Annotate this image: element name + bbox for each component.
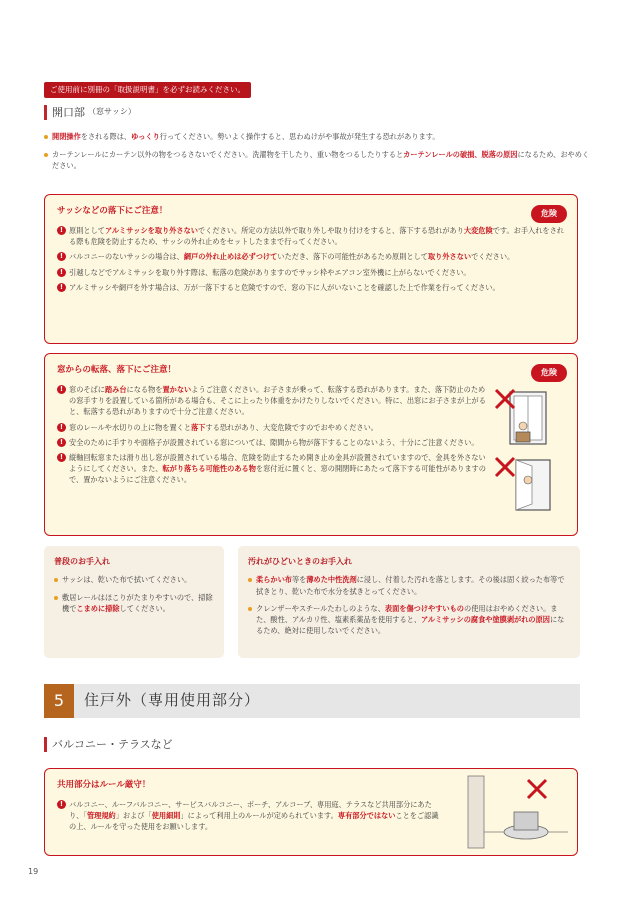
body-text: バルコニー、ルーフバルコニー、サービスバルコニー、ポーチ、アルコーブ、専用庭、テラスなど共用部分にあたり、「 xyxy=(69,800,432,821)
section-heading-balcony xyxy=(44,736,173,753)
body-text: クレンザーやスチールたわしのような、 xyxy=(256,603,385,613)
body-text: 」によって利用上のルールが定められています。 xyxy=(180,811,338,821)
section-bar xyxy=(44,105,47,120)
care-items xyxy=(54,574,214,613)
warning-title: 共用部分はルール厳守！ xyxy=(57,780,151,790)
warning-title: 窓からの転落、落下にご注意！ xyxy=(57,365,177,375)
emphasis-text: 薄めた中性洗剤 xyxy=(306,575,357,585)
balcony-illustration xyxy=(466,774,570,850)
warning-item xyxy=(57,282,565,293)
warning-item xyxy=(57,251,565,262)
body-text: サッシは、乾いた布で拭いてください。 xyxy=(62,575,192,585)
warning-exclamation-icon: ! xyxy=(57,268,66,277)
care-item xyxy=(54,574,214,585)
caution-bullets xyxy=(44,131,592,178)
body-text: 縦軸回転窓または滑り出し窓が設置されている場合、危険を防止するため開き止め金具が設置されていますので、金具を外さないようにしてください。また、 xyxy=(69,452,486,474)
body-text: してください。 xyxy=(119,603,170,613)
section-heading-openings xyxy=(44,104,136,121)
body-text: 行ってください。勢いよく操作すると、思わぬけがや事故が発生する恐れがあります。 xyxy=(159,132,440,141)
warning-item xyxy=(57,267,565,278)
chapter-title: 住戸外（専用使用部分） xyxy=(84,691,261,710)
warning-items xyxy=(57,225,565,293)
warning-box-sash-fall xyxy=(44,194,578,344)
care-items xyxy=(248,574,570,636)
warning-item xyxy=(57,225,565,247)
emphasis-text: 網戸の外れ止めは必ずつけて xyxy=(183,252,278,262)
body-text: です。お手入れをされる際も危険を防止するため、サッシの外れ止めをセットしたままで行ってください。 xyxy=(69,226,564,247)
body-text: 等を xyxy=(291,575,307,585)
warning-exclamation-icon: ! xyxy=(57,226,66,235)
open-window-icon xyxy=(516,460,550,510)
prohibited-x-icon xyxy=(528,780,546,798)
body-text: 原則として xyxy=(69,226,105,236)
warning-exclamation-icon: ! xyxy=(57,438,66,447)
body-text: ことをご認識の上、ルールを守った使用をお願いします。 xyxy=(69,811,439,832)
floor-item-icon xyxy=(504,812,548,839)
warning-items xyxy=(57,799,445,832)
body-text: 引越しなどでアルミサッシを取り外す際は、転落の危険がありますのでサッシ枠やエアコン室外機に上がらないでください。 xyxy=(69,267,471,277)
body-text: いただき、落下の可能性があるため原則として xyxy=(277,252,428,262)
body-text: でください。 xyxy=(471,252,515,262)
chapter-number: 5 xyxy=(44,684,74,718)
emphasis-text: ゆっくり xyxy=(131,132,160,141)
section-bar xyxy=(44,737,47,752)
emphasis-text: 取り外さない xyxy=(427,252,472,262)
body-text: 窓のレールや水切りの上に物を置くと xyxy=(69,422,192,432)
emphasis-text: 使用細則 xyxy=(151,811,181,821)
read-manual-notice: ご使用前に別冊の「取扱説明書」を必ずお読みください。 xyxy=(44,82,251,98)
window-fall-illustration xyxy=(492,384,558,516)
warning-exclamation-icon: ! xyxy=(57,453,66,462)
warning-item xyxy=(57,452,489,485)
section-title: 開口部 xyxy=(52,106,85,119)
emphasis-text: こまめに掃除 xyxy=(76,603,120,613)
emphasis-text: 転がり落ちる可能性のある物 xyxy=(162,464,256,474)
care-item xyxy=(248,603,570,636)
warning-title: サッシなどの落下にご注意！ xyxy=(57,206,168,216)
heavy-dirt-care-box xyxy=(238,546,580,658)
prohibited-x-icon xyxy=(496,458,514,476)
body-text: になる物を xyxy=(126,385,163,395)
body-text: をされる際は、 xyxy=(80,132,132,141)
body-text: 」および「 xyxy=(115,811,152,821)
body-text: カーテンレールにカーテン以外の物をつるさないでください。洗濯物を干したり、重い物をつるしたりすると xyxy=(52,150,404,160)
care-item xyxy=(248,574,570,596)
body-text: になるため、おやめください。 xyxy=(52,150,590,171)
warning-item xyxy=(57,384,489,417)
danger-badge: 危険 xyxy=(531,364,567,382)
caution-bullet xyxy=(44,149,592,171)
warning-exclamation-icon: ! xyxy=(57,385,66,394)
body-text: する恐れがあり、大変危険ですのでおやめください。 xyxy=(205,422,378,432)
emphasis-text: アルミサッシの腐食や塗膜剥がれの原因 xyxy=(421,614,550,624)
emphasis-text: アルミサッシを取り外さない xyxy=(104,226,198,236)
body-text: 敷居レールはほこりがたまりやすいので、掃除機で xyxy=(62,592,213,613)
care-title: 汚れがひどいときのお手入れ xyxy=(248,557,352,566)
caution-bullet xyxy=(44,131,592,142)
warning-item xyxy=(57,799,445,832)
daily-care-box xyxy=(44,546,224,658)
body-text: になるため、絶対に使用しないでください。 xyxy=(256,614,565,636)
emphasis-text: カーテンレールの破損、脱落の原因 xyxy=(403,150,518,160)
warning-item xyxy=(57,437,489,448)
body-text: に浸し、付着した汚れを落とします。その後は固く絞った布等で拭きとり、乾いた布で水分を拭きとってください。 xyxy=(256,575,565,596)
body-text: 窓のそばに xyxy=(69,385,105,395)
care-item xyxy=(54,592,214,614)
warning-exclamation-icon: ! xyxy=(57,423,66,432)
emphasis-text: 大変危険 xyxy=(463,226,493,236)
body-text: 安全のために手すりや面格子が設置されている窓については、隙間から物が落下することのないよう、十分にご注意ください。 xyxy=(69,437,479,447)
warning-item xyxy=(57,422,489,433)
danger-badge: 危険 xyxy=(531,205,567,223)
body-text: ようご注意ください。お子さまが乗って、転落する恐れがあります。また、落下防止のための窓手すりを設置している箇所がある場合も、そこに上ったり体重をかけたりしないでください。特に、出窓にお子さまが上がると、転落する恐れがありますので十分ご注意ください。 xyxy=(69,385,486,417)
warning-exclamation-icon: ! xyxy=(57,800,66,809)
chapter-heading xyxy=(44,684,580,718)
emphasis-text: 置かない xyxy=(162,385,192,395)
body-text: の使用はおやめください。また、酸性、アルカリ性、塩素系薬品を使用すると、 xyxy=(256,603,558,624)
emphasis-text: 専有部分ではない xyxy=(337,811,396,821)
section-title: バルコニー・テラスなど xyxy=(52,738,173,751)
body-text: バルコニーのないサッシの場合は、 xyxy=(69,252,184,262)
warning-exclamation-icon: ! xyxy=(57,252,66,261)
body-text: アルミサッシや網戸を外す場合は、万が一落下すると危険ですので、窓の下に人がいないことを確認した上で作業を行ってください。 xyxy=(69,282,500,292)
warning-items xyxy=(57,384,489,485)
emphasis-text: 開閉操作 xyxy=(52,132,81,141)
warning-exclamation-icon: ! xyxy=(57,283,66,292)
section-subtitle: （窓サッシ） xyxy=(88,107,136,117)
care-title: 普段のお手入れ xyxy=(54,557,110,566)
body-text: を窓付近に置くと、窓の開閉時にあたって落下する可能性がありますので、置かないようにご注意ください。 xyxy=(69,464,486,485)
emphasis-text: 柔らかい布 xyxy=(256,575,292,585)
page-number: 19 xyxy=(28,867,39,876)
emphasis-text: 表面を傷つけやすいもの xyxy=(384,603,464,613)
body-text: でください。所定の方法以外で取り外しや取り付けをすると、落下する恐れがあり xyxy=(197,226,464,236)
emphasis-text: 落下 xyxy=(191,422,206,432)
emphasis-text: 管理規約 xyxy=(86,811,116,821)
emphasis-text: 踏み台 xyxy=(104,385,127,395)
